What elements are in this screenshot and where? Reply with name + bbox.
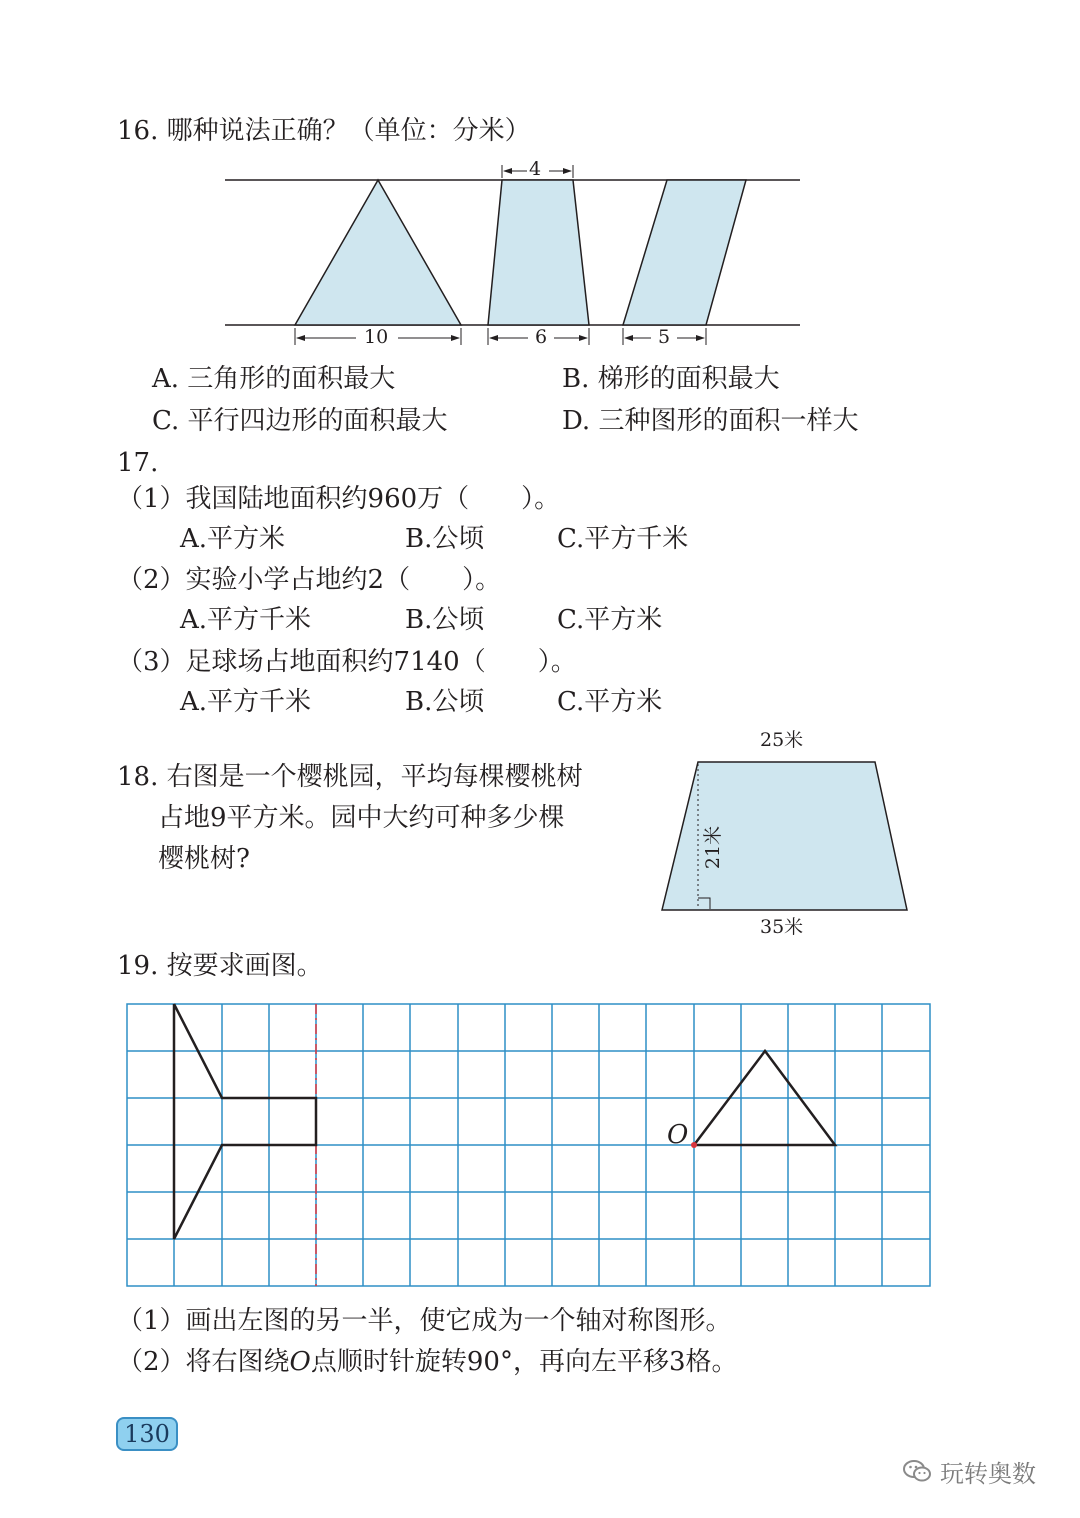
q16-dim-trap-base: 6 — [535, 326, 548, 348]
q16-dim-tri-base: 10 — [364, 326, 389, 348]
wechat-icon — [902, 1458, 932, 1484]
q18-line-2: 占地9平方米。园中大约可种多少棵 — [158, 803, 565, 833]
q16-stem: 16. 哪种说法正确？（单位：分米） — [117, 116, 531, 146]
q16-option-b[interactable]: B. 梯形的面积最大 — [562, 364, 780, 394]
q16-dim-top: 4 — [529, 158, 542, 180]
q17-part1-stem: （1）我国陆地面积约960万（ ）。 — [117, 484, 561, 514]
q16-option-a[interactable]: A. 三角形的面积最大 — [152, 364, 396, 394]
q17-number: 17. — [117, 448, 159, 478]
q16-option-c[interactable]: C. 平行四边形的面积最大 — [152, 406, 448, 436]
q17-part1-option-b[interactable]: B.公顷 — [405, 524, 485, 554]
page-number-badge: 130 — [116, 1417, 178, 1451]
watermark-text: 玩转奥数 — [940, 1459, 1036, 1488]
q17-part2-stem: （2）实验小学占地约2（ ）。 — [117, 565, 502, 595]
q17-part3-stem: （3）足球场占地面积约7140（ ）。 — [117, 647, 577, 677]
q17-part3-option-c[interactable]: C.平方米 — [557, 687, 663, 717]
q19-point-label: O — [667, 1120, 689, 1150]
q19-point-o — [691, 1142, 697, 1148]
q16-option-d[interactable]: D. 三种图形的面积一样大 — [562, 406, 859, 436]
q19-left-half-shape — [174, 1004, 316, 1239]
q18-top-label: 25米 — [760, 729, 804, 751]
q18-line-3: 樱桃树? — [158, 844, 250, 874]
q19-task-2: （2）将右图绕O点顺时针旋转90°，再向左平移3格。 — [117, 1347, 738, 1377]
q16-dim-para-base: 5 — [658, 326, 671, 348]
q18-height-label: 21米 — [702, 825, 725, 870]
q19-stem: 19. 按要求画图。 — [117, 951, 323, 981]
q18-line-1: 18. 右图是一个樱桃园，平均每棵樱桃树 — [117, 762, 583, 792]
q18-bottom-label: 35米 — [760, 916, 804, 938]
q17-part2-option-b[interactable]: B.公顷 — [405, 605, 485, 635]
q17-part2-option-a[interactable]: A.平方千米 — [180, 605, 312, 635]
q17-part1-option-c[interactable]: C.平方千米 — [557, 524, 689, 554]
q17-part3-option-b[interactable]: B.公顷 — [405, 687, 485, 717]
watermark — [902, 1455, 1036, 1487]
q17-part1-option-a[interactable]: A.平方米 — [180, 524, 286, 554]
q19-task-1: （1）画出左图的另一半，使它成为一个轴对称图形。 — [117, 1306, 732, 1336]
q17-part3-option-a[interactable]: A.平方千米 — [180, 687, 312, 717]
q17-part2-option-c[interactable]: C.平方米 — [557, 605, 663, 635]
